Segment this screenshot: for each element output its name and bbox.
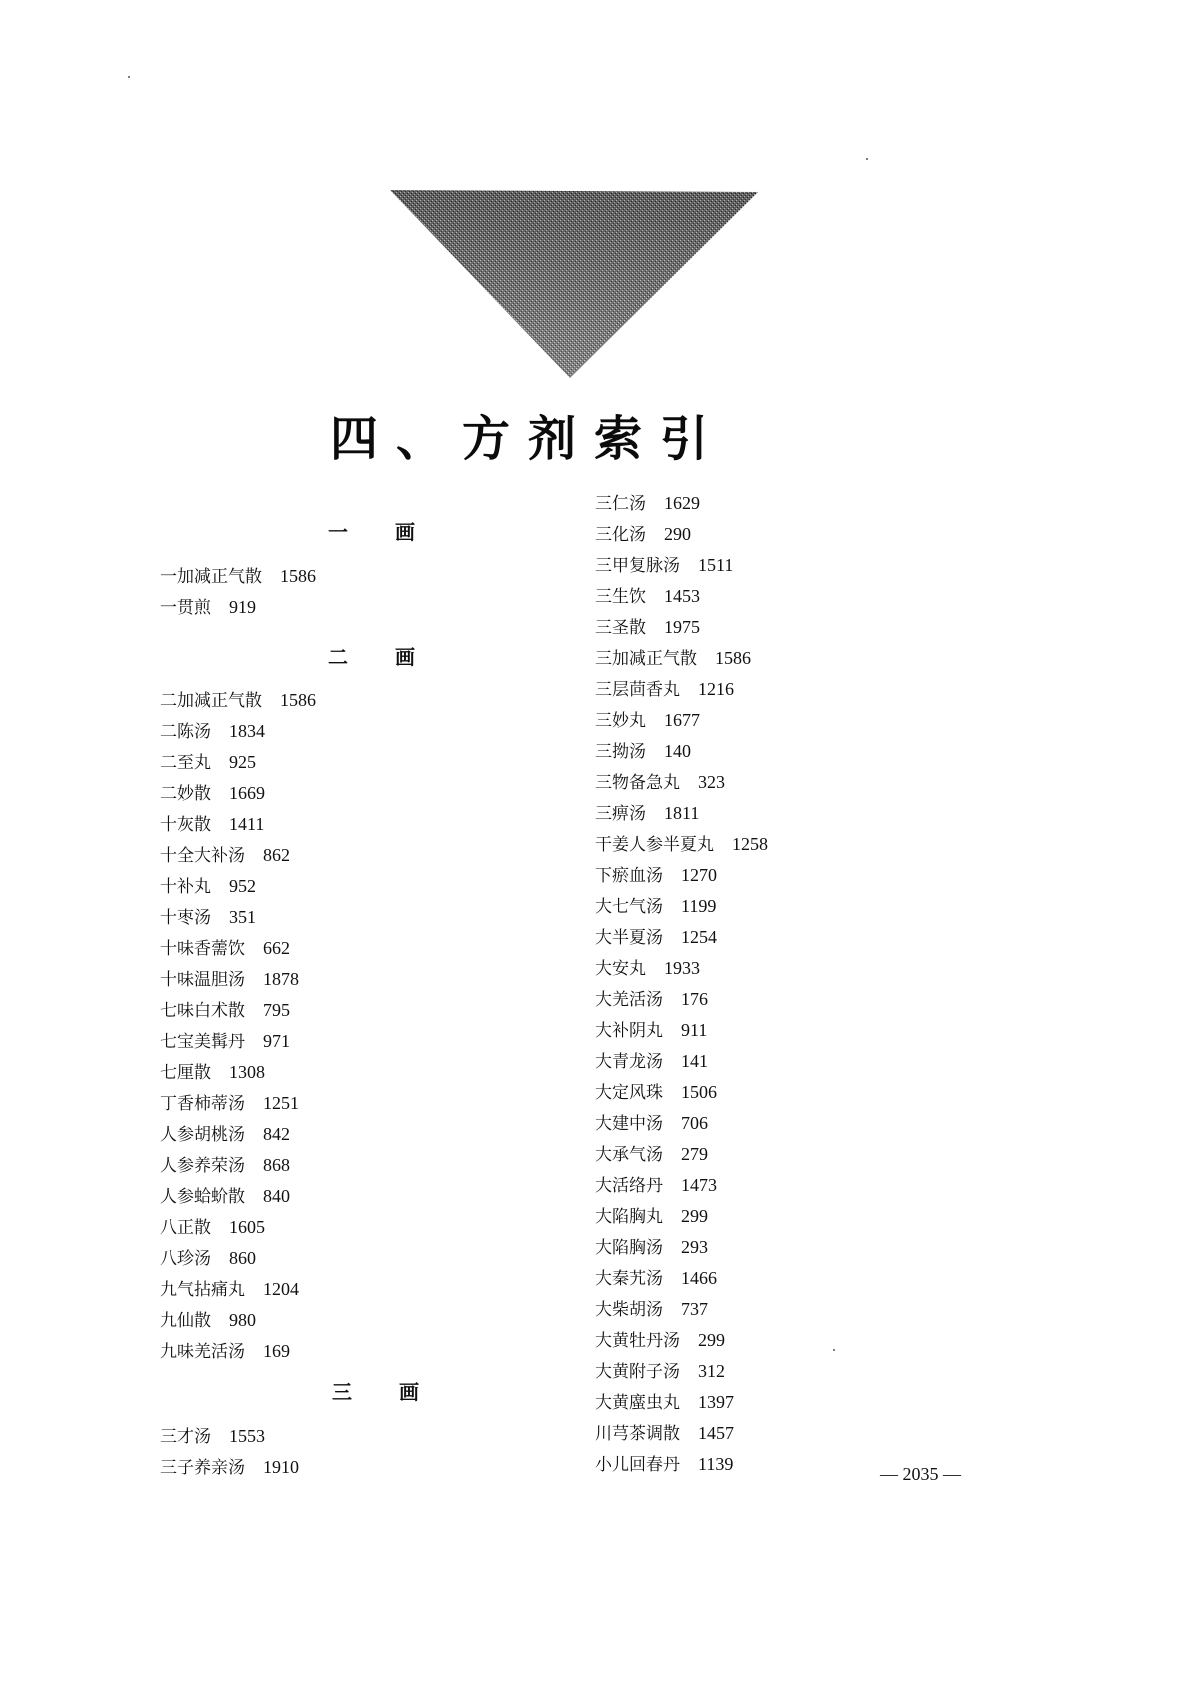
index-entry — [160, 566, 316, 587]
entry-page: 1605 — [229, 1217, 265, 1237]
index-entry — [595, 1206, 708, 1227]
entry-page: 1629 — [664, 493, 700, 513]
index-entry — [160, 597, 256, 618]
index-entry — [595, 1268, 717, 1289]
entry-name: 大柴胡汤 — [595, 1300, 663, 1320]
entry-page: 1204 — [263, 1279, 299, 1299]
entry-page: 868 — [263, 1155, 290, 1175]
entry-page: 971 — [263, 1031, 290, 1051]
index-entry — [160, 845, 290, 866]
entry-page: 1216 — [698, 679, 734, 699]
entry-name: 大陷胸汤 — [595, 1238, 663, 1258]
entry-page: 925 — [229, 752, 256, 772]
entry-page: 1586 — [280, 690, 316, 710]
entry-page: 911 — [681, 1020, 708, 1040]
entry-name: 大活络丹 — [595, 1176, 663, 1196]
entry-name: 大秦艽汤 — [595, 1269, 663, 1289]
entry-name: 大补阴丸 — [595, 1021, 663, 1041]
section-heading: 三 画 — [332, 1380, 439, 1404]
index-entry — [160, 752, 256, 773]
entry-page: 1586 — [280, 566, 316, 586]
entry-name: 二加减正气散 — [160, 691, 262, 711]
index-entry — [595, 524, 691, 545]
entry-name: 十灰散 — [160, 815, 211, 835]
index-entry — [160, 1031, 290, 1052]
entry-page: 1811 — [664, 803, 700, 823]
entry-name: 大陷胸丸 — [595, 1207, 663, 1227]
index-entry — [595, 1454, 733, 1475]
entry-page: 1411 — [229, 814, 265, 834]
index-entry — [160, 938, 290, 959]
index-entry — [160, 1341, 290, 1362]
index-entry — [595, 803, 699, 824]
entry-name: 人参胡桃汤 — [160, 1125, 245, 1145]
entry-name: 三加减正气散 — [595, 649, 697, 669]
entry-name: 二妙散 — [160, 784, 211, 804]
index-entry — [595, 741, 691, 762]
index-entry — [595, 493, 700, 514]
index-entry — [595, 958, 700, 979]
index-entry — [595, 648, 751, 669]
entry-page: 919 — [229, 597, 256, 617]
entry-name: 大安丸 — [595, 959, 646, 979]
entry-page: 862 — [263, 845, 290, 865]
index-entry — [160, 1186, 290, 1207]
entry-page: 1910 — [263, 1457, 299, 1477]
entry-page: 840 — [263, 1186, 290, 1206]
entry-name: 一贯煎 — [160, 598, 211, 618]
index-entry — [595, 989, 708, 1010]
entry-page: 299 — [681, 1206, 708, 1226]
entry-page: 141 — [681, 1051, 708, 1071]
index-entry — [595, 1051, 708, 1072]
entry-name: 三仁汤 — [595, 494, 646, 514]
index-entry — [595, 1299, 708, 1320]
entry-page: 312 — [698, 1361, 725, 1381]
entry-page: 1453 — [664, 586, 700, 606]
index-entry — [160, 1279, 299, 1300]
entry-name: 十全大补汤 — [160, 846, 245, 866]
entry-name: 大羌活汤 — [595, 990, 663, 1010]
index-entry — [160, 969, 299, 990]
entry-page: 323 — [698, 772, 725, 792]
entry-page: 1308 — [229, 1062, 265, 1082]
index-entry — [160, 1155, 290, 1176]
entry-name: 十味香薷饮 — [160, 939, 245, 959]
entry-page: 1139 — [698, 1454, 734, 1474]
entry-page: 290 — [664, 524, 691, 544]
entry-page: 980 — [229, 1310, 256, 1330]
entry-name: 一加减正气散 — [160, 567, 262, 587]
index-entry — [595, 1361, 725, 1382]
index-entry — [595, 927, 717, 948]
entry-name: 七宝美髯丹 — [160, 1032, 245, 1052]
entry-page: 1473 — [681, 1175, 717, 1195]
entry-name: 二至丸 — [160, 753, 211, 773]
index-entry — [160, 783, 265, 804]
index-entry — [160, 1217, 265, 1238]
entry-name: 干姜人参半夏丸 — [595, 835, 714, 855]
entry-name: 二陈汤 — [160, 722, 211, 742]
index-entry — [595, 586, 700, 607]
entry-name: 三圣散 — [595, 618, 646, 638]
entry-page: 1677 — [664, 710, 700, 730]
index-entry — [160, 1000, 290, 1021]
index-entry — [595, 617, 700, 638]
decorative-triangle — [388, 188, 760, 380]
entry-name: 十味温胆汤 — [160, 970, 245, 990]
entry-page: 1251 — [263, 1093, 299, 1113]
entry-page: 1457 — [698, 1423, 734, 1443]
index-entry — [160, 1124, 290, 1145]
index-entry — [160, 1426, 265, 1447]
entry-name: 七味白术散 — [160, 1001, 245, 1021]
entry-page: 1975 — [664, 617, 700, 637]
index-entry — [595, 1237, 708, 1258]
entry-name: 十补丸 — [160, 877, 211, 897]
scan-speck — [128, 76, 130, 78]
entry-page: 1933 — [664, 958, 700, 978]
index-entry — [595, 555, 733, 576]
entry-name: 大黄牡丹汤 — [595, 1331, 680, 1351]
entry-name: 三拗汤 — [595, 742, 646, 762]
entry-page: 299 — [698, 1330, 725, 1350]
index-entry — [595, 1144, 708, 1165]
entry-name: 大定风珠 — [595, 1083, 663, 1103]
index-entry — [160, 1310, 256, 1331]
entry-page: 1878 — [263, 969, 299, 989]
entry-name: 大青龙汤 — [595, 1052, 663, 1072]
entry-name: 大半夏汤 — [595, 928, 663, 948]
index-entry — [595, 1113, 708, 1134]
entry-name: 三子养亲汤 — [160, 1458, 245, 1478]
page-number: — 2035 — — [880, 1464, 961, 1484]
entry-name: 九仙散 — [160, 1311, 211, 1331]
entry-page: 662 — [263, 938, 290, 958]
index-entry — [595, 679, 734, 700]
entry-page: 1506 — [681, 1082, 717, 1102]
entry-name: 人参蛤蚧散 — [160, 1187, 245, 1207]
section-heading: 一 画 — [328, 520, 435, 544]
entry-name: 三化汤 — [595, 525, 646, 545]
entry-name: 三妙丸 — [595, 711, 646, 731]
entry-page: 1511 — [698, 555, 734, 575]
index-entry — [160, 814, 264, 835]
entry-page: 737 — [681, 1299, 708, 1319]
index-entry — [595, 710, 700, 731]
index-entry — [595, 772, 725, 793]
entry-page: 842 — [263, 1124, 290, 1144]
index-entry — [160, 876, 256, 897]
index-entry — [595, 1392, 734, 1413]
entry-page: 860 — [229, 1248, 256, 1268]
entry-page: 140 — [664, 741, 691, 761]
entry-page: 1669 — [229, 783, 265, 803]
entry-page: 293 — [681, 1237, 708, 1257]
index-entry — [160, 690, 316, 711]
entry-name: 大承气汤 — [595, 1145, 663, 1165]
entry-page: 1586 — [715, 648, 751, 668]
scan-speck — [866, 158, 868, 160]
entry-page: 1834 — [229, 721, 265, 741]
entry-name: 人参养荣汤 — [160, 1156, 245, 1176]
entry-name: 八珍汤 — [160, 1249, 211, 1269]
index-entry — [160, 1062, 265, 1083]
entry-page: 351 — [229, 907, 256, 927]
entry-page: 1254 — [681, 927, 717, 947]
entry-name: 三生饮 — [595, 587, 646, 607]
index-entry — [595, 1082, 717, 1103]
entry-page: 1258 — [732, 834, 768, 854]
entry-page: 279 — [681, 1144, 708, 1164]
entry-name: 川芎茶调散 — [595, 1424, 680, 1444]
index-entry — [160, 1457, 299, 1478]
entry-page: 795 — [263, 1000, 290, 1020]
page-title: 四、方剂索引 — [330, 411, 727, 467]
entry-name: 大黄䗪虫丸 — [595, 1393, 680, 1413]
section-heading: 二 画 — [328, 645, 435, 669]
index-entry — [595, 1175, 717, 1196]
entry-name: 九味羌活汤 — [160, 1342, 245, 1362]
entry-name: 八正散 — [160, 1218, 211, 1238]
index-entry — [595, 896, 716, 917]
entry-page: 952 — [229, 876, 256, 896]
entry-name: 大七气汤 — [595, 897, 663, 917]
entry-name: 三甲复脉汤 — [595, 556, 680, 576]
entry-page: 176 — [681, 989, 708, 1009]
entry-name: 大黄附子汤 — [595, 1362, 680, 1382]
index-entry — [160, 1093, 299, 1114]
index-entry — [595, 865, 717, 886]
entry-page: 1270 — [681, 865, 717, 885]
entry-name: 下瘀血汤 — [595, 866, 663, 886]
entry-page: 1397 — [698, 1392, 734, 1412]
entry-name: 三才汤 — [160, 1427, 211, 1447]
entry-page: 706 — [681, 1113, 708, 1133]
entry-name: 十枣汤 — [160, 908, 211, 928]
index-entry — [595, 1423, 734, 1444]
entry-name: 丁香柿蒂汤 — [160, 1094, 245, 1114]
scan-speck — [833, 1349, 835, 1351]
index-entry — [595, 1330, 725, 1351]
entry-page: 1199 — [681, 896, 717, 916]
index-entry — [595, 1020, 707, 1041]
entry-name: 三层茴香丸 — [595, 680, 680, 700]
entry-page: 1553 — [229, 1426, 265, 1446]
index-entry — [160, 907, 256, 928]
entry-name: 大建中汤 — [595, 1114, 663, 1134]
entry-name: 九气拈痛丸 — [160, 1280, 245, 1300]
index-entry — [160, 1248, 256, 1269]
entry-page: 169 — [263, 1341, 290, 1361]
entry-name: 三痹汤 — [595, 804, 646, 824]
entry-page: 1466 — [681, 1268, 717, 1288]
entry-name: 七厘散 — [160, 1063, 211, 1083]
entry-name: 三物备急丸 — [595, 773, 680, 793]
entry-name: 小儿回春丹 — [595, 1455, 680, 1475]
index-entry — [160, 721, 265, 742]
index-entry — [595, 834, 768, 855]
